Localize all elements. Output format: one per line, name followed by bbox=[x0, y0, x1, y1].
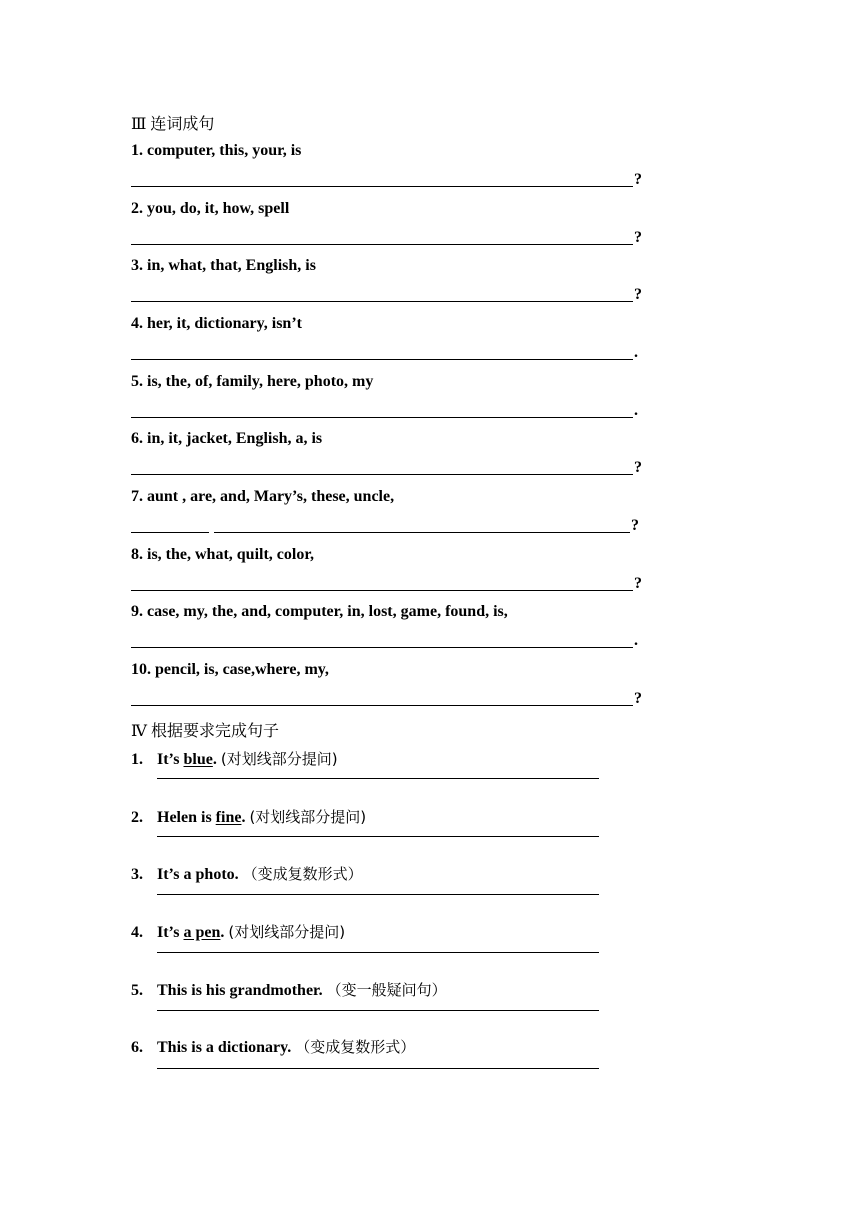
answer-blank-line[interactable] bbox=[131, 688, 633, 706]
s3-item-5-prompt: 5. is, the, of, family, here, photo, my bbox=[131, 373, 374, 390]
instruction: (对划线部分提问) bbox=[249, 808, 367, 826]
sentence-after: . bbox=[212, 751, 221, 768]
underlined-part: blue bbox=[183, 751, 213, 768]
s4-item-3-answer-line[interactable] bbox=[157, 894, 599, 895]
end-punctuation: ? bbox=[634, 575, 642, 592]
s3-item-10-prompt: 10. pencil, is, case,where, my, bbox=[131, 661, 329, 678]
end-punctuation: ? bbox=[634, 690, 642, 707]
s3-item-8-prompt: 8. is, the, what, quilt, color, bbox=[131, 546, 314, 563]
s4-item-2 bbox=[131, 806, 366, 827]
s4-item-4-answer-line[interactable] bbox=[157, 952, 599, 953]
sentence-before: This is a dictionary. bbox=[157, 1039, 296, 1056]
s3-item-9-prompt: 9. case, my, the, and, computer, in, lost, game, found, is, bbox=[131, 603, 508, 620]
sentence-before: Helen is bbox=[157, 809, 216, 826]
s4-item-1-answer-line[interactable] bbox=[157, 778, 599, 779]
sentence-before: It’s a photo. bbox=[157, 866, 243, 883]
s4-item-1 bbox=[131, 748, 338, 769]
answer-blank-line[interactable] bbox=[131, 342, 633, 360]
underlined-part: a pen bbox=[183, 924, 221, 941]
s3-item-1-prompt: 1. computer, this, your, is bbox=[131, 142, 302, 159]
s3-item-10-answer[interactable] bbox=[131, 688, 642, 710]
s3-item-4-prompt: 4. her, it, dictionary, isn’t bbox=[131, 315, 302, 332]
end-punctuation: . bbox=[634, 632, 638, 649]
instruction: (对划线部分提问) bbox=[228, 923, 346, 941]
instruction: （变一般疑问句） bbox=[326, 981, 447, 999]
s3-item-2-answer[interactable] bbox=[131, 227, 642, 249]
s4-item-2-answer-line[interactable] bbox=[157, 836, 599, 837]
section-4-title: Ⅳ 根据要求完成句子 bbox=[131, 723, 279, 740]
s3-item-2-prompt: 2. you, do, it, how, spell bbox=[131, 200, 290, 217]
s3-item-9-answer[interactable] bbox=[131, 630, 638, 652]
s3-item-6-prompt: 6. in, it, jacket, English, a, is bbox=[131, 430, 323, 447]
sentence-after: . bbox=[241, 809, 250, 826]
instruction: （变成复数形式） bbox=[295, 1038, 416, 1056]
s4-item-4 bbox=[131, 921, 345, 942]
end-punctuation: . bbox=[634, 402, 638, 419]
s3-item-3-answer[interactable] bbox=[131, 284, 642, 306]
s3-item-1-answer[interactable] bbox=[131, 169, 642, 191]
s4-item-6-answer-line[interactable] bbox=[157, 1068, 599, 1069]
sentence-after: . bbox=[220, 924, 229, 941]
answer-blank-line[interactable] bbox=[131, 169, 633, 187]
s4-item-5 bbox=[131, 979, 447, 1000]
s4-item-6 bbox=[131, 1036, 415, 1057]
instruction: （变成复数形式） bbox=[242, 865, 363, 883]
answer-blank-line[interactable] bbox=[214, 515, 630, 533]
s4-item-5-answer-line[interactable] bbox=[157, 1010, 599, 1011]
answer-blank-line[interactable] bbox=[131, 400, 633, 418]
underlined-part: fine bbox=[215, 809, 242, 826]
s3-item-6-answer[interactable] bbox=[131, 457, 642, 479]
item-number: 1. bbox=[131, 751, 143, 768]
answer-blank-line[interactable] bbox=[131, 227, 633, 245]
end-punctuation: ? bbox=[634, 286, 642, 303]
end-punctuation: ? bbox=[634, 459, 642, 476]
answer-blank-line[interactable] bbox=[131, 573, 633, 591]
sentence-before: This is his grandmother. bbox=[157, 982, 327, 999]
answer-blank-line[interactable] bbox=[131, 457, 633, 475]
item-number: 3. bbox=[131, 866, 143, 883]
end-punctuation: . bbox=[634, 344, 638, 361]
s3-item-5-answer[interactable] bbox=[131, 400, 638, 422]
answer-blank-short[interactable] bbox=[131, 515, 209, 533]
end-punctuation: ? bbox=[634, 229, 642, 246]
item-number: 4. bbox=[131, 924, 143, 941]
answer-blank-line[interactable] bbox=[131, 630, 633, 648]
s3-item-3-prompt: 3. in, what, that, English, is bbox=[131, 257, 316, 274]
sentence-before: It’s bbox=[157, 751, 184, 768]
end-punctuation: ? bbox=[634, 171, 642, 188]
s3-item-7-answer[interactable] bbox=[131, 515, 639, 537]
sentence-before: It’s bbox=[157, 924, 184, 941]
s3-item-7-prompt: 7. aunt , are, and, Mary’s, these, uncle, bbox=[131, 488, 395, 505]
s4-item-3 bbox=[131, 863, 363, 884]
answer-blank-line[interactable] bbox=[131, 284, 633, 302]
item-number: 6. bbox=[131, 1039, 143, 1056]
instruction: (对划线部分提问) bbox=[220, 750, 338, 768]
end-punctuation: ? bbox=[631, 517, 639, 534]
s3-item-8-answer[interactable] bbox=[131, 573, 642, 595]
item-number: 5. bbox=[131, 982, 143, 999]
section-3-title: Ⅲ 连词成句 bbox=[131, 116, 215, 133]
s3-item-4-answer[interactable] bbox=[131, 342, 638, 364]
item-number: 2. bbox=[131, 809, 143, 826]
